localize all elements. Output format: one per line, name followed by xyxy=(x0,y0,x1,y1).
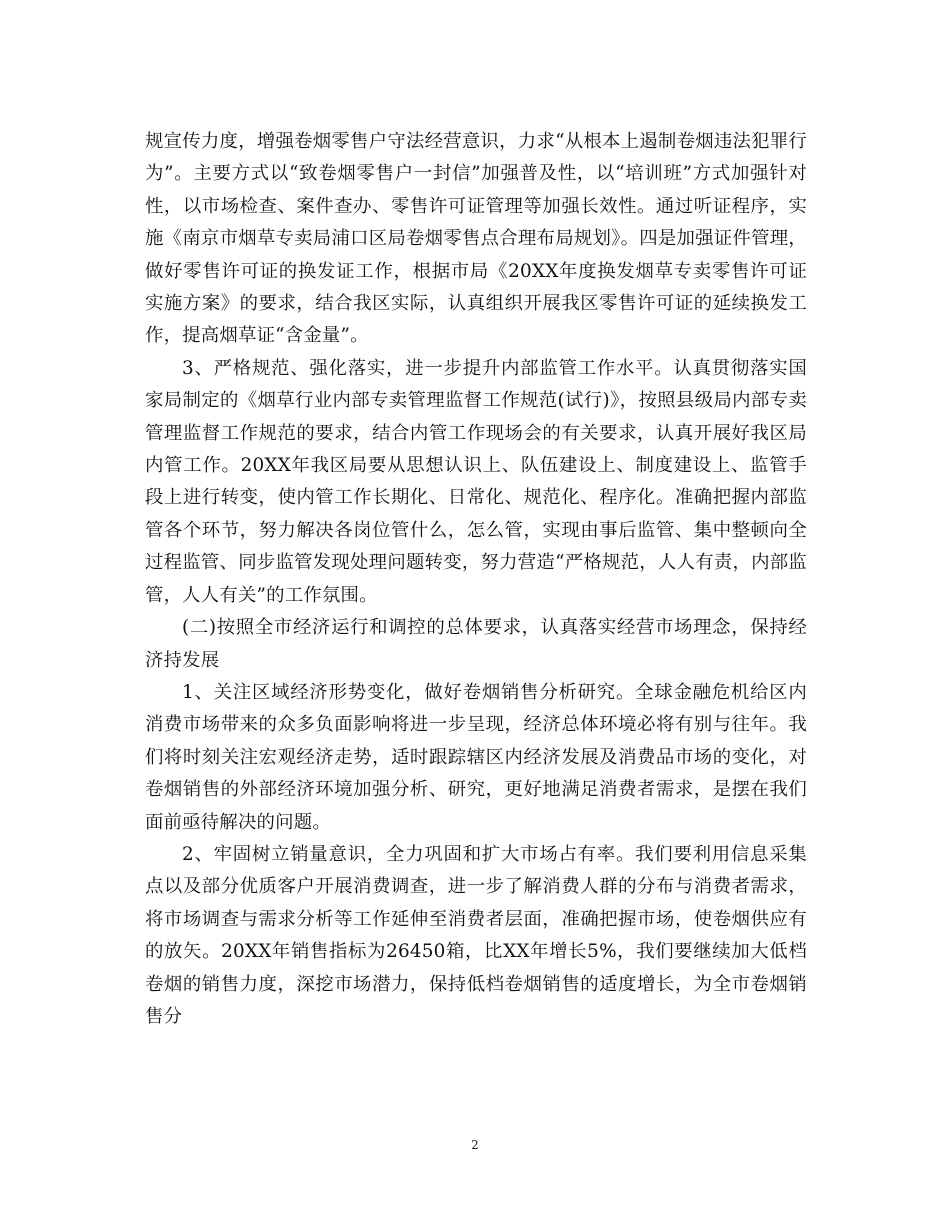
section-heading-economic-operation: (二)按照全市经济运行和调控的总体要求，认真落实经营市场理念，保持经济持发展 xyxy=(145,617,807,671)
paragraph-internal-supervision: 3、严格规范、强化落实，进一步提升内部监管工作水平。认真贯彻落实国家局制定的《烟草行业内部专卖管理监督工作规范(试行)》，按照县级局内部专卖管理监督工作规范的要求，结合内管工作现场会的有关要求，认真开展好我区局内管工作。20XX年我区局要从思想认识上、队伍建设上、制度建设上、监管手段上进行转变，使内管工作长期化、日常化、规范化、程序化。准确把握内部监管各个环节，努力解决各岗位管什么，怎么管，实现由事后监管、集中整顿向全过程监管、同步监管发现处理问题转变，努力营造“严格规范，人人有责，内部监管，人人有关”的工作氛围。 xyxy=(145,357,807,606)
paragraph-sales-volume: 2、牢固树立销量意识，全力巩固和扩大市场占有率。我们要利用信息采集点以及部分优质客户开展消费调查，进一步了解消费人群的分布与消费者需求，将市场调查与需求分析等工作延伸至消费者层面，准确把握市场，使卷烟供应有的放矢。20XX年销售指标为26450箱，比XX年增长5%，我们要继续加大低档卷烟的销售力度，深挖市场潜力，保持低档卷烟销售的适度增长，为全市卷烟销售分 xyxy=(145,843,807,1027)
paragraph-continuation: 规宣传力度，增强卷烟零售户守法经营意识，力求“从根本上遏制卷烟违法犯罪行为”。主要方式以“致卷烟零售户一封信”加强普及性，以“培训班”方式加强针对性，以市场检查、案件查办、零售许可证管理等加强长效性。通过听证程序，实施《南京市烟草专卖局浦口区局卷烟零售点合理布局规划》。四是加强证件管理，做好零售许可证的换发证工作，根据市局《20XX年度换发烟草专卖零售许可证实施方案》的要求，结合我区实际，认真组织开展我区零售许可证的延续换发工作，提高烟草证“含金量”。 xyxy=(145,131,807,347)
page-number: 2 xyxy=(471,1138,479,1152)
document-body xyxy=(145,126,807,1033)
paragraph-regional-economy: 1、关注区域经济形势变化，做好卷烟销售分析研究。全球金融危机给区内消费市场带来的众多负面影响将进一步呈现，经济总体环境必将有别与往年。我们将时刻关注宏观经济走势，适时跟踪辖区内经济发展及消费品市场的变化，对卷烟销售的外部经济环境加强分析、研究，更好地满足消费者需求，是摆在我们面前亟待解决的问题。 xyxy=(145,681,807,833)
